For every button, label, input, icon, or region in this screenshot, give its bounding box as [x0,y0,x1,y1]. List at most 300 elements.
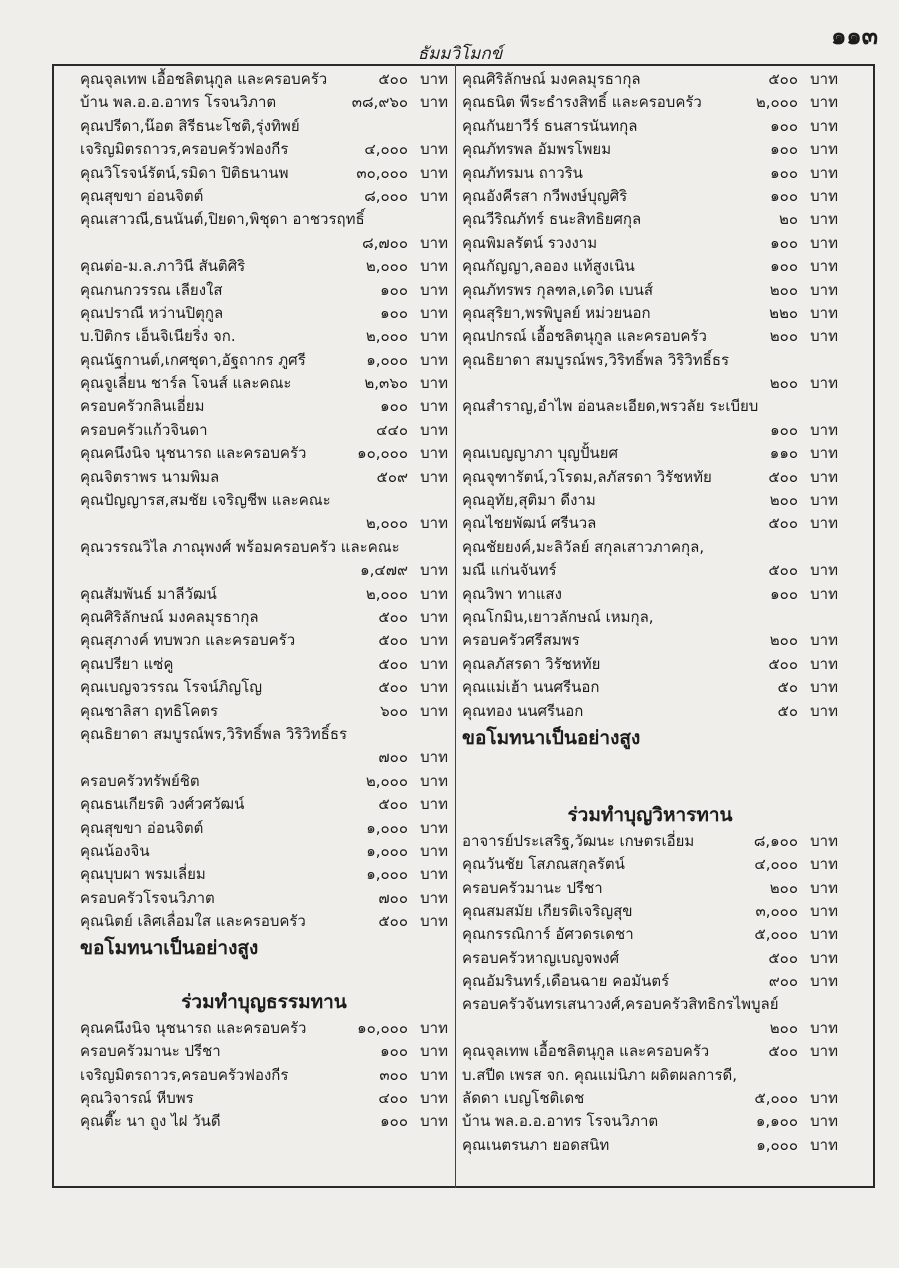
currency-unit: บาท [810,1112,838,1131]
spacer [80,963,448,986]
donation-amount: ๕๐๐ [378,631,408,650]
currency-unit: บาท [420,467,448,486]
donor-name: คุณกรรณิการ์ อัศวดรเดชา [462,925,634,944]
donation-amount: ๑๐๐ [770,257,798,276]
donor-name: คุณอังคีรสา กวีพงษ์บุญศิริ [462,186,628,205]
currency-unit: บาท [420,818,448,837]
currency-unit: บาท [420,140,448,159]
column-divider [455,64,456,1188]
currency-unit: บาท [420,397,448,416]
donor-row [80,232,448,255]
section-heading: ร่วมทำบุญธรรมทาน [181,990,347,1013]
donation-amount: ๕๐๐ [768,467,798,486]
currency-unit: บาท [810,701,838,720]
donor-name: คุณศิริลักษณ์ มงคลมุรธากุล [462,70,641,88]
donor-row [80,793,448,816]
donor-name: คุณเบญญาภา บุญปั้นยศ [462,444,619,463]
donation-amount: ๙๐๐ [768,972,798,991]
currency-unit: บาท [810,186,838,205]
donor-name: คุณบุบผา พรมเลี่ยม [80,865,206,884]
donor-name: ครอบครัวกลินเอี่ยม [80,397,205,416]
donation-amount: ๓๘,๙๖๐ [351,93,408,112]
donor-name-line: คุณโกมิน,เยาวลักษณ์ เหมกุล, [462,607,654,626]
donor-row [462,1134,838,1157]
donation-amount: ๕๐๐ [378,912,408,931]
currency-unit: บาท [810,584,838,603]
currency-unit: บาท [420,186,448,205]
donor-name: คุณคนึงนิจ นุชนารถ และครอบครัว [80,1018,307,1037]
currency-unit: บาท [420,444,448,463]
donation-amount: ๕๐๐ [768,948,798,967]
donor-name: เจริญมิตรถาวร,ครอบครัวฟองกีร [80,1065,289,1084]
currency-unit: บาท [810,561,838,580]
currency-unit: บาท [420,654,448,673]
donor-row [462,653,838,676]
donation-amount: ๕๐๐ [378,70,408,88]
currency-unit: บาท [810,631,838,650]
donor-row [80,887,448,910]
currency-unit: บาท [810,116,838,135]
donation-amount: ๑,๐๐๐ [366,865,408,884]
donor-name: คุณจุลเทพ เอื้อชลิตนุกูล และครอบครัว [80,70,328,88]
donor-name: คุณภัทรพร กุลฑล,เดวิด เบนส์ [462,280,654,299]
donor-name: คุณเนตรนภา ยอดสนิท [462,1135,610,1154]
donor-row [80,185,448,208]
donor-row [462,91,838,114]
donor-name-line: บ.สปีด เพรส จก. คุณแม่นิภา ผดิตผลการดี, [462,1065,738,1084]
donor-name-line: คุณธิยาดา สมบูรณ์พร,วิริทธิ์พล วิริวิทธิ์ธร [462,350,730,369]
donor-row [80,395,448,418]
currency-unit: บาท [810,878,838,897]
donation-amount: ๓๐,๐๐๐ [356,163,408,182]
donor-row [462,325,838,348]
donation-amount: ๒,๐๐๐ [365,771,408,790]
currency-unit: บาท [810,280,838,299]
donor-row [462,419,838,442]
donor-row [80,255,448,278]
donor-row [462,279,838,302]
donation-amount: ๑๐๐ [770,140,798,159]
donor-row [462,232,838,255]
donor-name: คุณวีริณภัทร์ ธนะสิทธิยศกุล [462,210,642,229]
donation-amount: ๒,๐๐๐ [755,93,798,112]
currency-unit: บาท [810,1089,838,1108]
donor-row [80,676,448,699]
currency-unit: บาท [810,233,838,252]
donor-row [462,115,838,138]
donor-name: คุณธนเกียรติ วงศ์วศวัฒน์ [80,795,245,814]
currency-unit: บาท [810,925,838,944]
donor-name-line: คุณปัญญารส,สมชัย เจริญชีพ และคณะ [80,491,331,510]
donation-amount: ๑๐๐ [770,420,798,439]
donor-row [80,442,448,465]
donation-amount: ๕๐๐ [378,654,408,673]
currency-unit: บาท [810,855,838,874]
donor-row [462,830,838,853]
donor-row [80,1110,448,1133]
donor-name: คุณต่อ-ม.ล.ภาวินี สันติศิริ [80,257,246,276]
currency-unit: บาท [420,631,448,650]
donor-name: คุณจุลเทพ เอื้อชลิตนุกูล และครอบครัว [462,1042,710,1061]
donor-name: คุณวิจารณ์ หีบพร [80,1089,194,1108]
currency-unit: บาท [810,70,838,88]
currency-unit: บาท [420,163,448,182]
donor-row [80,279,448,302]
donation-amount: ๑๐๐ [380,1112,408,1131]
currency-unit: บาท [810,303,838,322]
donor-row [80,68,448,91]
donor-row [462,853,838,876]
donor-name: คุณอัมรินทร์,เดือนฉาย คอมันตร์ [462,972,670,991]
donation-amount: ๕๐๐ [768,1042,798,1061]
donor-row [80,512,448,535]
donation-amount: ๔๐๐ [378,1089,408,1108]
currency-unit: บาท [810,140,838,159]
currency-unit: บาท [420,280,448,299]
donor-name: คุณสุขขา อ่อนจิตต์ [80,186,204,205]
currency-unit: บาท [420,912,448,931]
donor-row [80,372,448,395]
currency-unit: บาท [420,865,448,884]
donor-row [80,1064,448,1087]
donor-name: คุณภัทรมน ถาวริน [462,163,583,182]
donation-amount: ๕๐ [777,678,798,697]
donation-amount: ๒๐๐ [769,878,798,897]
currency-unit: บาท [810,654,838,673]
donor-name: ครอบครัวโรจนวิภาต [80,888,215,907]
donation-amount: ๗๐๐ [378,888,408,907]
currency-unit: บาท [420,1112,448,1131]
donation-amount: ๖๐๐ [380,701,408,720]
donor-name: คุณภัทรพล อัมพรโพยม [462,140,612,159]
donor-row [462,676,838,699]
donor-row [462,372,838,395]
donor-name: คุณนิตย์ เลิศเลื่อมใส และครอบครัว [80,912,306,931]
donor-row [462,442,838,465]
donor-name: คุณทอง นนศรีนอก [462,701,584,720]
donor-name: คุณคนึงนิจ นุชนารถ และครอบครัว [80,444,307,463]
donor-row [462,255,838,278]
donation-amount: ๕๐๐ [768,561,798,580]
donor-row [80,746,448,769]
donor-name: ลัดดา เบญโชติเดช [462,1089,585,1108]
donation-amount: ๑,๐๐๐ [366,350,408,369]
donation-amount: ๑๐๐ [380,303,408,322]
page-number: ๑๑๓ [831,22,878,50]
donor-name: ครอบครัวมานะ ปรีชา [80,1042,221,1061]
donor-row [462,1110,838,1133]
donation-amount: ๑,๐๐๐ [756,1135,798,1154]
donor-row [462,923,838,946]
donation-amount: ๕,๐๐๐ [754,1089,798,1108]
donor-name: บ.ปิติกร เอ็นจิเนียริ่ง จก. [80,327,236,346]
currency-unit: บาท [420,420,448,439]
currency-unit: บาท [420,327,448,346]
donor-name: คุณกนกวรรณ เลียงใส [80,280,223,299]
currency-unit: บาท [420,514,448,533]
currency-unit: บาท [810,374,838,393]
donor-name: คุณจูเลี่ยน ชาร์ล โจนส์ และคณะ [80,374,292,393]
spacer [462,753,838,776]
donation-amount: ๒๐๐ [769,327,798,346]
currency-unit: บาท [420,350,448,369]
currency-unit: บาท [810,163,838,182]
donation-amount: ๒๐ [778,210,798,229]
currency-unit: บาท [420,233,448,252]
donor-row [462,947,838,970]
donation-amount: ๒๐๐ [769,280,798,299]
donor-name: คุณจิตราพร นามพิมล [80,467,220,486]
donor-name: คุณปรียา แซ่คู [80,654,174,673]
currency-unit: บาท [810,444,838,463]
donation-amount: ๑๐๐ [380,397,408,416]
donor-row [80,559,448,582]
currency-unit: บาท [810,972,838,991]
donor-name: คุณลภัสรดา วิรัชหทัย [462,654,601,673]
donor-row [80,1017,448,1040]
donor-name: ครอบครัวแก้วจินดา [80,420,208,439]
donor-name: คุณสมสมัย เกียรติเจริญสุข [462,901,633,920]
currency-unit: บาท [420,561,448,580]
donation-amount: ๒,๐๐๐ [365,584,408,603]
donor-name-line: ครอบครัวจันทรเสนาวงศ์,ครอบครัวสิทธิกรไพบูลย์ [462,995,779,1014]
donor-name: บ้าน พล.อ.อ.อาทร โรจนวิภาต [462,1112,659,1131]
donation-amount: ๘,๗๐๐ [362,233,408,252]
donor-row [80,653,448,676]
donor-name: คุณนัฐกานต์,เกศชุดา,อัฐถากร ภูศรี [80,350,306,369]
donation-amount: ๘,๐๐๐ [364,186,408,205]
donor-name: คุณน้องจิน [80,841,150,860]
currency-unit: บาท [420,771,448,790]
section-heading: ร่วมทำบุญวิหารทาน [567,803,733,826]
donor-row [462,629,838,652]
currency-unit: บาท [810,1018,838,1037]
donor-row [80,863,448,886]
donation-amount: ๑,๐๐๐ [366,818,408,837]
donation-amount: ๓๐๐ [379,1065,408,1084]
donor-name-line: คุณสำราญ,อำไพ อ่อนละเอียด,พรวลัย ระเบียบ [462,397,759,416]
donation-amount: ๔,๐๐๐ [364,140,408,159]
donation-amount: ๑๐๐ [380,1042,408,1061]
donation-amount: ๑๐,๐๐๐ [357,1018,408,1037]
donation-amount: ๒๐๐ [769,631,798,650]
donor-row [80,910,448,933]
donation-amount: ๑,๑๐๐ [755,1112,798,1131]
donor-name: คุณสุริยา,พรพิบูลย์ หม่วยนอก [462,303,651,322]
donation-amount: ๑๐๐ [770,233,798,252]
donor-row [80,138,448,161]
donor-name: คุณกันยาวีร์ ธนสารนันทกุล [462,116,638,135]
donor-row [462,185,838,208]
currency-unit: บาท [810,210,838,229]
donor-name: คุณแม่เฮ้า นนศรีนอก [462,678,600,697]
donor-name: ครอบครัวมานะ ปรีชา [462,878,603,897]
donor-name: เจริญมิตรถาวร,ครอบครัวฟองกีร [80,140,289,159]
donor-name-line: คุณธิยาดา สมบูรณ์พร,วิริทธิ์พล วิริวิทธิ์ธร [80,724,348,743]
currency-unit: บาท [810,948,838,967]
currency-unit: บาท [810,1042,838,1061]
donor-name: คุณไชยพัฒน์ ศรีนวล [462,514,597,533]
section-heading: ขอโมทนาเป็นอย่างสูง [462,726,641,749]
currency-unit: บาท [810,514,838,533]
currency-unit: บาท [810,467,838,486]
donation-amount: ๘,๑๐๐ [753,831,798,850]
currency-unit: บาท [810,901,838,920]
donor-row [462,900,838,923]
donation-amount: ๒,๐๐๐ [365,327,408,346]
donor-row [462,1087,838,1110]
donor-name-line: คุณชัยยงค์,มะลิวัลย์ สกุลเสาวภาคกุล, [462,537,705,556]
donor-row [80,419,448,442]
donor-name: คุณปราณี หว่านปิตุกูล [80,303,224,322]
currency-unit: บาท [420,584,448,603]
currency-unit: บาท [810,257,838,276]
donor-row [80,700,448,723]
currency-unit: บาท [420,93,448,112]
donor-row [462,877,838,900]
donation-amount: ๑๐๐ [380,280,408,299]
currency-unit: บาท [420,607,448,626]
donor-row [80,349,448,372]
currency-unit: บาท [420,678,448,697]
donor-name: บ้าน พล.อ.อ.อาทร โรจนวิภาต [80,93,277,112]
spacer [462,776,838,799]
donor-row [80,840,448,863]
donor-name: คุณสุภางค์ ทบพวก และครอบครัว [80,631,296,650]
donor-name: คุณปกรณ์ เอื้อชลิตนุกูล และครอบครัว [462,327,707,346]
donor-row [80,817,448,840]
donation-amount: ๕๐๐ [378,795,408,814]
donor-name: คุณตี๊ะ นา ถูง ไฝ วันดี [80,1112,221,1131]
donor-name: มณี แก่นจันทร์ [462,561,557,580]
donation-amount: ๒๒๐ [769,303,798,322]
donor-name: คุณสุขขา อ่อนจิตต์ [80,818,204,837]
left-column [80,68,448,1184]
donor-row [80,770,448,793]
donor-row [462,1040,838,1063]
donation-amount: ๒,๐๐๐ [365,257,408,276]
donation-amount: ๕๐๙ [376,467,408,486]
currency-unit: บาท [420,701,448,720]
donor-name: ครอบครัวหาญเบญจพงศ์ [462,948,620,967]
donation-amount: ๕,๐๐๐ [754,925,798,944]
donor-row [80,629,448,652]
currency-unit: บาท [420,257,448,276]
donation-amount: ๒๐๐ [769,491,798,510]
currency-unit: บาท [420,1065,448,1084]
currency-unit: บาท [810,491,838,510]
currency-unit: บาท [420,1042,448,1061]
currency-unit: บาท [810,327,838,346]
donation-amount: ๑๐,๐๐๐ [357,444,408,463]
donor-row [462,559,838,582]
donor-name: ครอบครัวศรีสมพร [462,631,580,650]
donation-amount: ๕๐๐ [378,607,408,626]
donor-row [80,162,448,185]
donor-name: อาจารย์ประเสริฐ,วัฒนะ เกษตรเอี่ยม [462,831,695,850]
section-heading: ขอโมทนาเป็นอย่างสูง [80,937,259,960]
donation-amount: ๗๐๐ [378,748,408,767]
donor-row [462,162,838,185]
donor-row [462,68,838,91]
donation-amount: ๑,๔๗๙ [360,561,408,580]
donor-row [80,325,448,348]
currency-unit: บาท [420,795,448,814]
donor-name: คุณชาลิสา ฤทธิโคตร [80,701,219,720]
currency-unit: บาท [810,1135,838,1154]
right-column [462,68,838,1184]
donor-row [462,1017,838,1040]
currency-unit: บาท [810,678,838,697]
currency-unit: บาท [810,420,838,439]
currency-unit: บาท [420,374,448,393]
donor-row [462,700,838,723]
donor-name-line: คุณวรรณวิไล ภาณุพงศ์ พร้อมครอบครัว และคณะ [80,537,400,556]
donation-amount: ๕๐ [777,701,798,720]
donation-amount: ๒๐๐ [769,374,798,393]
currency-unit: บาท [810,93,838,112]
donor-row [462,208,838,231]
donor-name: คุณวิโรจน์รัตน์,รมิดา ปิติธนานพ [80,163,289,182]
donor-row [462,970,838,993]
currency-unit: บาท [420,888,448,907]
donor-name: คุณวันชัย โสภณสกุลรัตน์ [462,855,625,874]
donation-amount: ๕๐๐ [378,678,408,697]
donation-amount: ๒๐๐ [769,1018,798,1037]
donor-row [80,466,448,489]
donor-name: คุณศิริลักษณ์ มงคลมุรธากุล [80,607,259,626]
donor-row [462,466,838,489]
currency-unit: บาท [420,841,448,860]
donation-amount: ๑๑๐ [769,444,798,463]
currency-unit: บาท [420,1018,448,1037]
donation-amount: ๕๐๐ [768,70,798,88]
donation-amount: ๕๐๐ [768,514,798,533]
donation-amount: ๑๐๐ [770,584,798,603]
running-header: ธัมมวิโมกข์ [405,44,515,64]
donation-amount: ๑๐๐ [770,116,798,135]
donor-name: คุณกัญญา,ลออง แท้สูงเนิน [462,257,635,276]
donor-row [80,583,448,606]
donor-row [80,1087,448,1110]
donor-row [462,512,838,535]
donor-name-line: คุณปรีดา,น๊อต สิรีธนะโชติ,รุ่งทิพย์ [80,116,300,135]
currency-unit: บาท [420,748,448,767]
donation-amount: ๑๐๐ [770,186,798,205]
donation-amount: ๕๐๐ [768,654,798,673]
donor-row [462,583,838,606]
donor-name: คุณวิพา ทาแสง [462,584,562,603]
donor-row [462,138,838,161]
currency-unit: บาท [810,831,838,850]
donor-row [80,302,448,325]
donation-amount: ๒,๐๐๐ [365,514,408,533]
donor-name-line: คุณเสาวณี,ธนนันต์,ปิยดา,พิชุดา อาชวรฤทธิ์ [80,210,365,229]
donor-row [80,606,448,629]
donor-name: คุณพิมลรัตน์ รวงงาม [462,233,598,252]
donation-amount: ๑,๐๐๐ [366,841,408,860]
currency-unit: บาท [420,1089,448,1108]
donation-amount: ๔๔๐ [376,420,408,439]
donor-row [80,91,448,114]
donor-name: คุณธนิต พีระธำรงสิทธิ์ และครอบครัว [462,93,702,112]
donor-name: คุณจุฑารัตน์,วโรดม,ลภัสรดา วิรัชหทัย [462,467,712,486]
donor-row [462,489,838,512]
donor-name: คุณอุทัย,สุติมา ดีงาม [462,491,596,510]
donation-amount: ๓,๐๐๐ [755,901,798,920]
currency-unit: บาท [420,303,448,322]
donor-name: ครอบครัวทรัพย์ชิต [80,771,200,790]
